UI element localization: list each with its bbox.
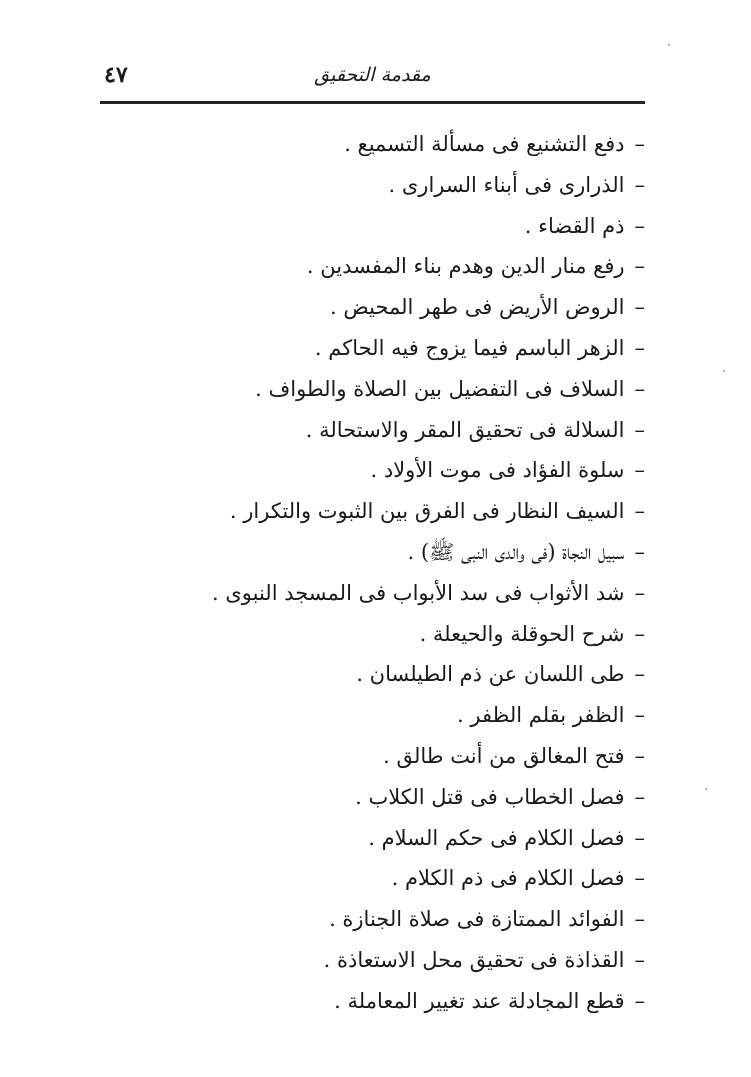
entry-text: السيف النظار فى الفرق بين الثبوت والتكرار .	[229, 499, 625, 524]
entry-text: الظفر بقلم الظفر .	[457, 703, 625, 728]
list-item	[225, 246, 645, 287]
list-item	[225, 491, 645, 532]
scan-speck	[668, 44, 670, 46]
entry-text: شرح الحوقلة والحيعلة .	[419, 621, 625, 646]
list-item	[225, 450, 645, 491]
entry-dash: –	[634, 866, 645, 891]
list-item	[225, 410, 645, 451]
scan-speck	[705, 788, 707, 790]
entry-dash: –	[634, 743, 645, 768]
list-item	[225, 899, 645, 940]
entry-dash: –	[634, 988, 645, 1013]
entry-dash: –	[634, 335, 645, 360]
entry-text: الفوائد الممتازة فى صلاة الجنازة .	[329, 907, 625, 932]
entry-dash: –	[634, 580, 645, 605]
list-item	[225, 165, 645, 206]
list-item	[225, 777, 645, 818]
entry-text: قطع المجادلة عند تغيير المعاملة .	[334, 988, 625, 1013]
entry-dash: –	[634, 662, 645, 687]
entry-dash: –	[634, 458, 645, 483]
entry-text: السلالة فى تحقيق المقر والاستحالة .	[305, 417, 625, 442]
running-title: مقدمة التحقيق	[314, 64, 431, 86]
list-item	[225, 124, 645, 165]
entry-text: رفع منار الدين وهدم بناء المفسدين .	[306, 254, 625, 279]
entry-text: فتح المغالق من أنت طالق .	[383, 743, 625, 768]
list-item	[225, 818, 645, 859]
entry-dash: –	[634, 539, 645, 564]
list-item	[225, 614, 645, 655]
entry-dash: –	[634, 213, 645, 238]
entry-text: ذم القضاء .	[524, 213, 625, 238]
entry-dash: –	[634, 132, 645, 156]
list-item	[225, 940, 645, 981]
page-header	[100, 58, 645, 98]
list-item	[225, 858, 645, 899]
entry-text: شد الأثواب فى سد الأبواب فى المسجد النبوى .	[212, 580, 625, 605]
header-rule	[100, 101, 645, 104]
entry-dash: –	[634, 417, 645, 442]
entry-text: الذرارى فى أبناء السرارى .	[388, 172, 625, 197]
entry-text: فصل الكلام فى ذم الكلام .	[391, 866, 625, 891]
list-item	[212, 573, 645, 614]
entry-dash: –	[634, 295, 645, 320]
entry-text: الروض الأريض فى طهر المحيض .	[330, 295, 625, 320]
entry-dash: –	[634, 172, 645, 197]
list-item	[225, 287, 645, 328]
scan-speck	[723, 370, 725, 372]
list-item	[225, 695, 645, 736]
entry-text: فصل الكلام فى حكم السلام .	[368, 825, 625, 850]
entry-dash: –	[634, 703, 645, 728]
entry-text: دفع التشنيع فى مسألة التسميع .	[344, 132, 625, 156]
entry-dash: –	[634, 825, 645, 850]
entry-text: فصل الخطاب فى قتل الكلاب .	[355, 784, 625, 809]
entry-dash: –	[634, 907, 645, 932]
page-number: ٤٧	[104, 62, 128, 88]
entry-text: طى اللسان عن ذم الطيلسان .	[356, 662, 625, 687]
entry-text: سبيل النجاة (فى والدى النبى ﷺ) .	[407, 539, 625, 564]
list-item	[225, 369, 645, 410]
list-item	[225, 328, 645, 369]
entry-dash: –	[634, 499, 645, 524]
list-item	[225, 532, 645, 573]
entry-text: السلاف فى التفضيل بين الصلاة والطواف .	[255, 376, 625, 401]
list-item	[225, 206, 645, 247]
entry-dash: –	[634, 376, 645, 401]
list-item	[225, 654, 645, 695]
entry-dash: –	[634, 947, 645, 972]
list-item	[225, 981, 645, 1022]
entry-dash: –	[634, 254, 645, 279]
entry-text: سلوة الفؤاد فى موت الأولاد .	[370, 458, 625, 483]
entry-dash: –	[634, 784, 645, 809]
entry-text: الزهر الباسم فيما يزوج فيه الحاكم .	[314, 335, 625, 360]
title-list	[212, 124, 645, 1022]
entry-dash: –	[634, 621, 645, 646]
list-item	[225, 736, 645, 777]
entry-text: القذاذة فى تحقيق محل الاستعاذة .	[323, 947, 625, 972]
